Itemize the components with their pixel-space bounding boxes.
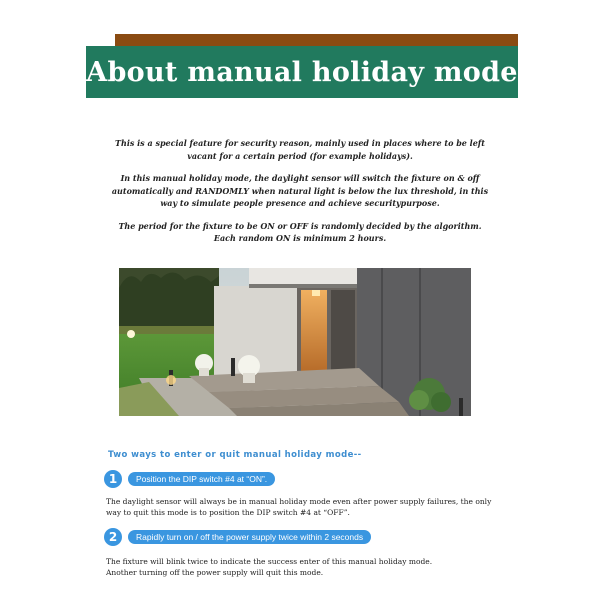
step-1-label: Position the DIP switch #4 at “ON”. [128, 472, 275, 486]
step-1-number: 1 [104, 470, 122, 488]
house-entrance-illustration [119, 268, 471, 416]
step-1-description [106, 496, 492, 518]
step-2-number: 2 [104, 528, 122, 546]
intro-paragraph-1: This is a special feature for security reason, mainly used in places where to be left vacant for a certain period (for example holidays). [115, 138, 485, 161]
section-heading: Two ways to enter or quit manual holiday mode-- [108, 450, 362, 460]
intro-paragraph-2: In this manual holiday mode, the daylight sensor will switch the fixture on & off automatically and RANDOMLY when natural light is below the lux threshold, in this way to simulate people presence and achieve securitypurpose. [111, 173, 489, 208]
intro-paragraph-3: The period for the fixture to be ON or OFF is randomly decided by the algorithm. Each random ON is minimum 2 hours. [118, 220, 482, 243]
step-2-label: Rapidly turn on / off the power supply twice within 2 seconds [128, 530, 371, 544]
intro-text [108, 137, 492, 255]
step-1 [104, 470, 275, 488]
step-2-body-line-2: Another turning off the power supply will quit this mode. [106, 568, 324, 577]
step-2-body-line-1: The fixture will blink twice to indicate the success enter of this manual holiday mode. [106, 557, 433, 566]
step-1-body: The daylight sensor will always be in manual holiday mode even after power supply failures, the only way to quit this mode is to position the DIP switch #4 at “OFF”. [106, 497, 492, 517]
step-2-description [106, 556, 506, 578]
page-title: About manual holiday mode [86, 56, 518, 88]
top-accent-bar [115, 34, 518, 46]
step-2 [104, 528, 371, 546]
title-banner [86, 46, 518, 98]
house-entrance-photo [119, 268, 471, 416]
